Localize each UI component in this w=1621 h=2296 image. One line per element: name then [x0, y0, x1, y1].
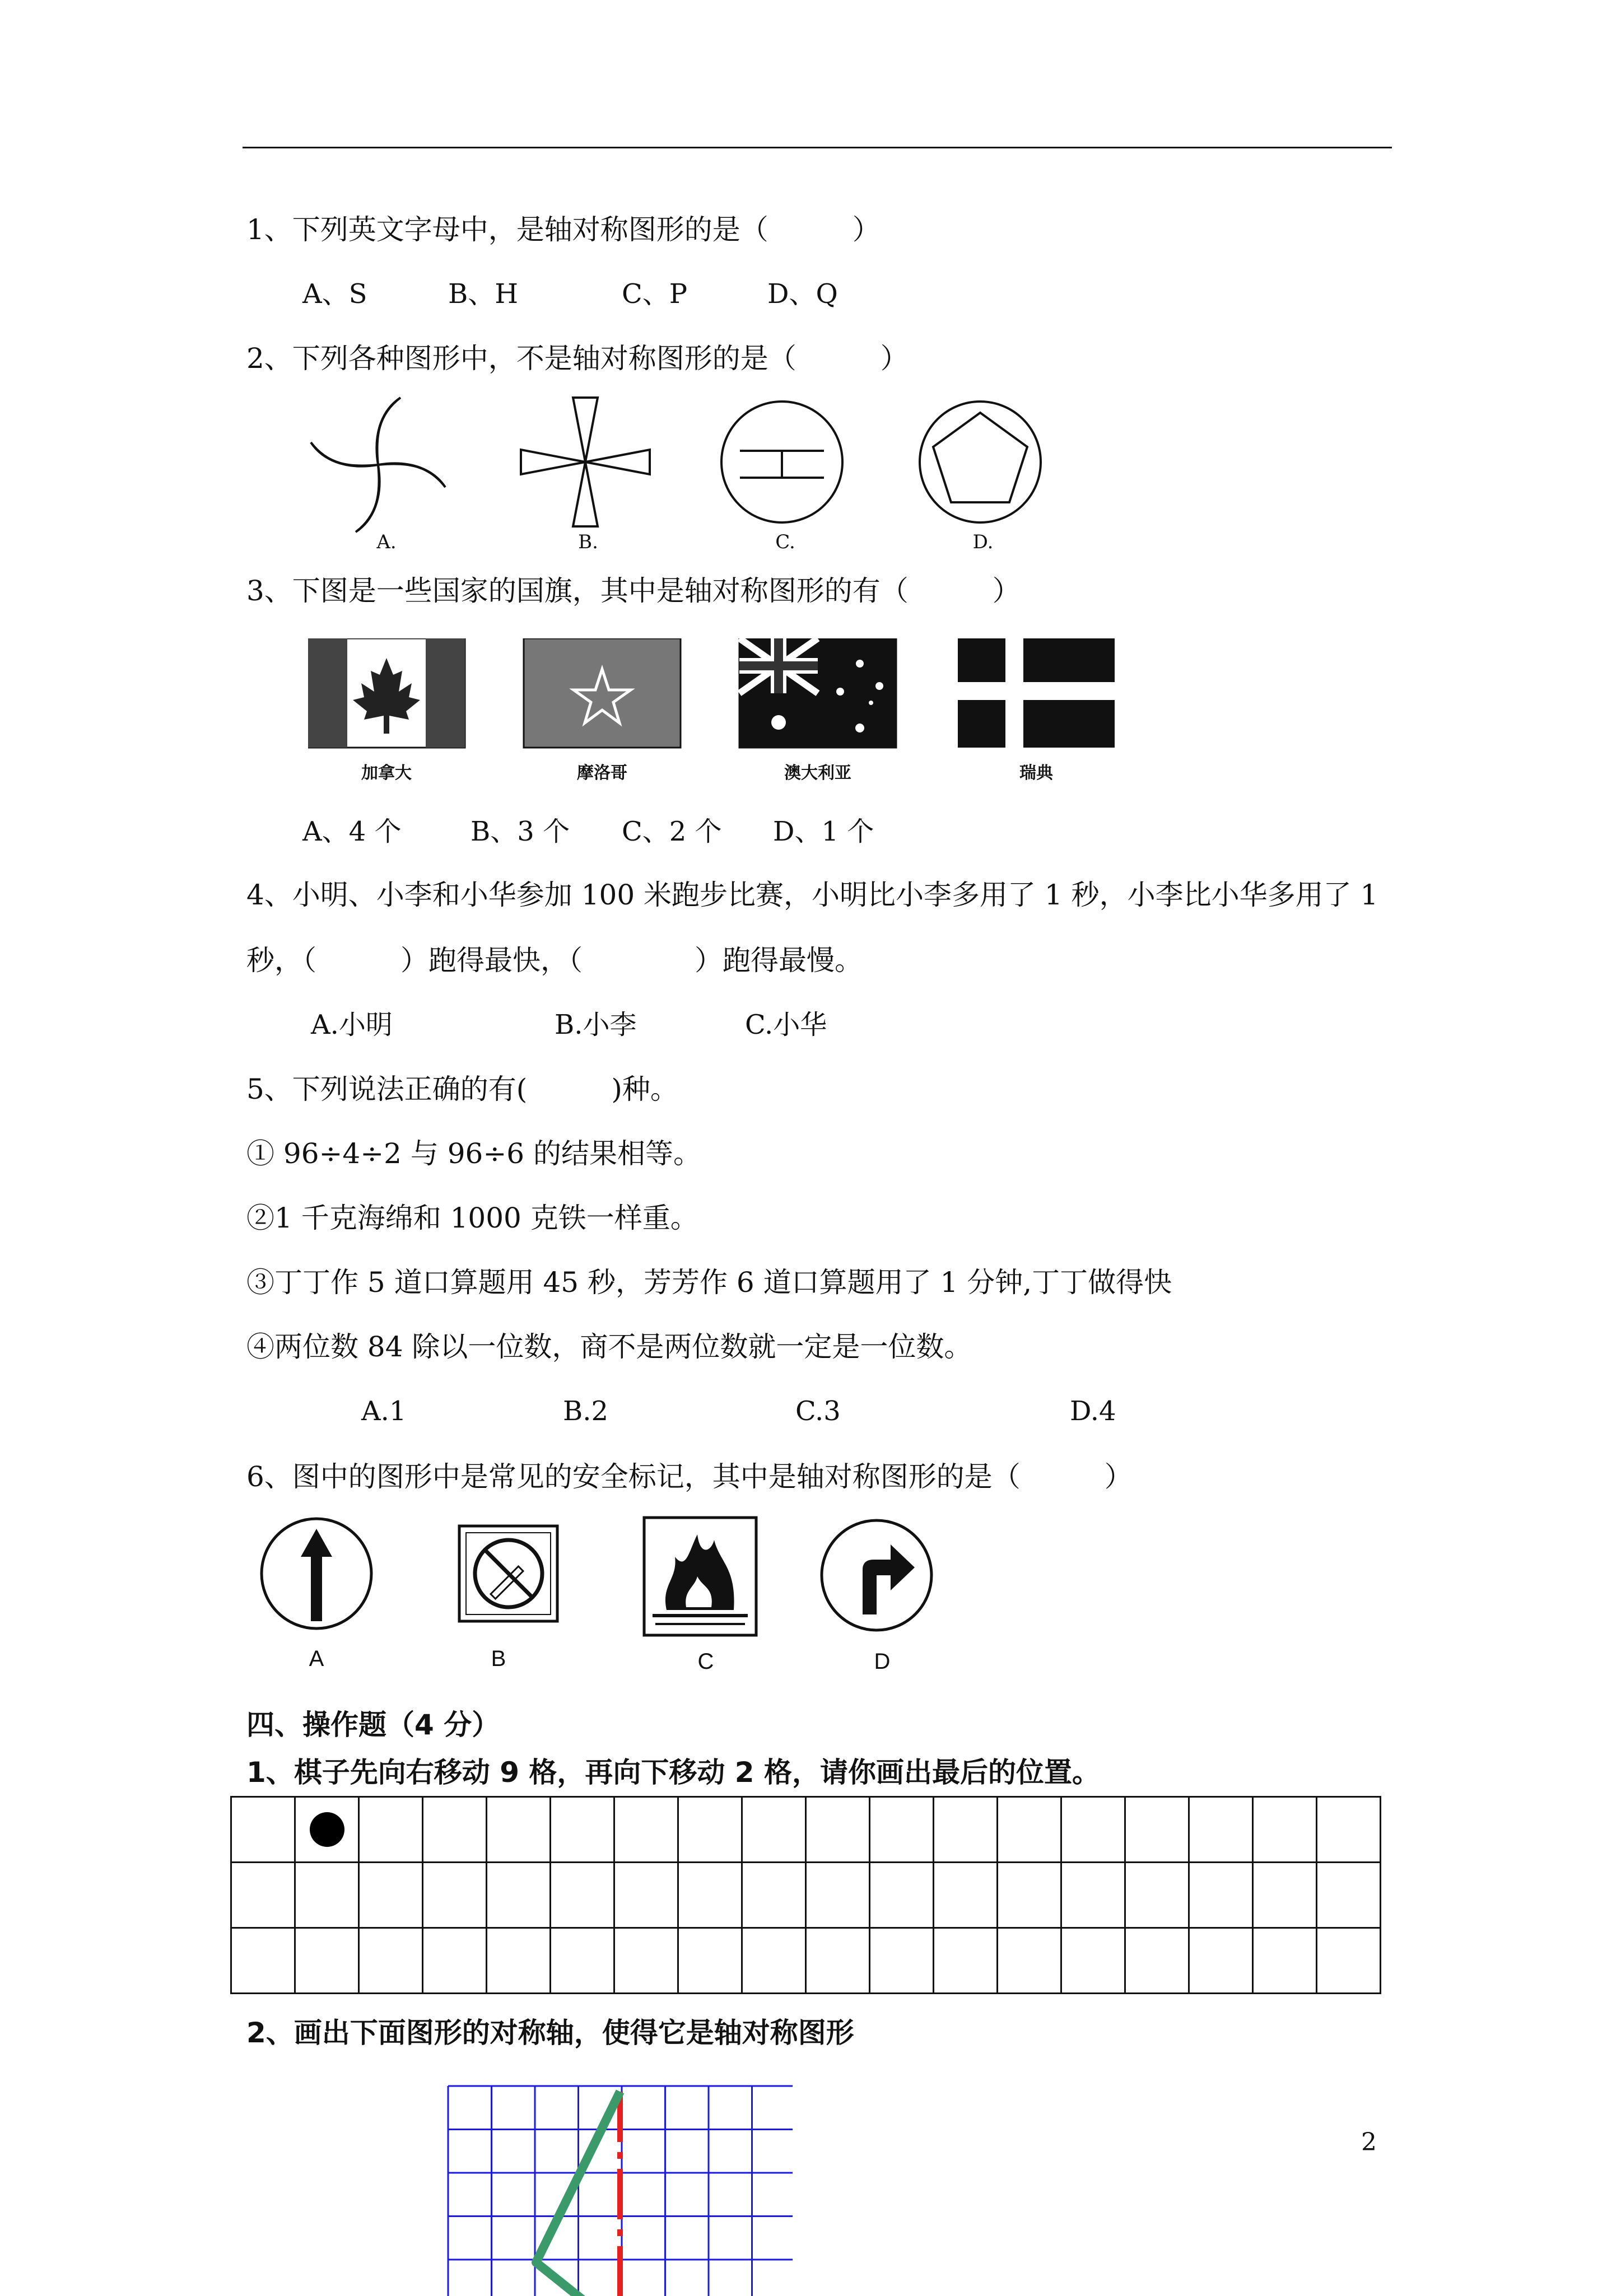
grid-cell[interactable] [998, 1797, 1061, 1863]
pentagon-in-circle-shape [920, 402, 1041, 522]
task-2-text: 2、画出下面图形的对称轴，使得它是轴对称图形 [246, 2017, 854, 2049]
grid-cell[interactable] [295, 1863, 359, 1928]
q3-option-d: D、1 个 [773, 816, 874, 847]
q3-option-b: B、3 个 [471, 816, 570, 847]
grid-cell[interactable] [231, 1797, 295, 1863]
grid-cell[interactable] [1253, 1863, 1317, 1928]
q6-label-b: B [491, 1646, 506, 1671]
q2-label-c: C. [775, 531, 795, 553]
grid-cell[interactable] [295, 1797, 359, 1863]
grid-cell[interactable] [678, 1928, 742, 1994]
grid-cell[interactable] [870, 1863, 934, 1928]
grid-cell[interactable] [487, 1797, 551, 1863]
grid-cell[interactable] [1189, 1797, 1253, 1863]
grid-cell[interactable] [423, 1928, 487, 1994]
grid-cell[interactable] [231, 1863, 295, 1928]
question-4-line-1: 4、小明、小李和小华参加 100 米跑步比赛，小明比小李多用了 1 秒，小李比小华多用了 1 [246, 879, 1378, 911]
q4-option-c: C.小华 [745, 1009, 827, 1040]
grid-cell[interactable] [934, 1863, 998, 1928]
grid-cell[interactable] [678, 1797, 742, 1863]
grid-cell[interactable] [1061, 1863, 1125, 1928]
grid-cell[interactable] [614, 1797, 678, 1863]
grid-cell[interactable] [934, 1928, 998, 1994]
morocco-flag [524, 638, 681, 748]
grid-row [231, 1928, 1381, 1994]
q2-label-a: A. [376, 531, 397, 553]
up-arrow-sign-icon [262, 1519, 371, 1628]
grid-cell[interactable] [806, 1797, 870, 1863]
grid-row [231, 1863, 1381, 1928]
q2-label-d: D. [972, 531, 994, 553]
grid-cell[interactable] [742, 1928, 806, 1994]
q5-statement-2: ②1 千克海绵和 1000 克铁一样重。 [246, 1202, 698, 1234]
q5-option-b: B.2 [563, 1396, 609, 1427]
q4-option-b: B.小李 [555, 1009, 637, 1040]
q1-option-a: A、S [302, 278, 367, 310]
grid-cell[interactable] [1317, 1863, 1381, 1928]
right-turn-arrow-sign-icon [822, 1520, 931, 1630]
grid-cell[interactable] [1061, 1797, 1125, 1863]
question-3: 3、下图是一些国家的国旗，其中是轴对称图形的有（ ） [246, 575, 1021, 607]
chess-grid[interactable] [230, 1796, 1381, 1994]
q6-safety-signs [246, 1506, 975, 1646]
q5-statement-3: ③丁丁作 5 道口算题用 45 秒，芳芳作 6 道口算题用了 1 分钟,丁丁做得快 [246, 1266, 1172, 1299]
q4-option-a: A.小明 [311, 1009, 393, 1040]
australia-flag [739, 638, 896, 748]
q5-statement-4: ④两位数 84 除以一位数，商不是两位数就一定是一位数。 [246, 1331, 972, 1363]
grid-cell[interactable] [487, 1928, 551, 1994]
grid-cell[interactable] [1317, 1928, 1381, 1994]
grid-cell[interactable] [551, 1928, 614, 1994]
task-1-text: 1、棋子先向右移动 9 格，再向下移动 2 格，请你画出最后的位置。 [246, 1756, 1100, 1789]
question-2: 2、下列各种图形中，不是轴对称图形的是（ ） [246, 342, 909, 375]
grid-cell[interactable] [295, 1928, 359, 1994]
section-4-title: 四、操作题（4 分） [246, 1709, 500, 1741]
flag-label-sweden: 瑞典 [1019, 763, 1053, 783]
grid-cell[interactable] [551, 1863, 614, 1928]
question-5: 5、下列说法正确的有( )种。 [246, 1073, 678, 1105]
grid-cell[interactable] [423, 1863, 487, 1928]
question-4-line-2: 秒，（ ）跑得最快，（ ）跑得最慢。 [246, 944, 863, 977]
q5-option-c: C.3 [795, 1396, 841, 1427]
symmetry-grid[interactable] [445, 2083, 793, 2296]
grid-row [231, 1797, 1381, 1863]
grid-cell[interactable] [1125, 1863, 1189, 1928]
header-rule [243, 147, 1392, 148]
grid-cell[interactable] [1061, 1928, 1125, 1994]
q2-label-b: B. [578, 531, 598, 553]
grid-cell[interactable] [359, 1928, 423, 1994]
page-number: 2 [1361, 2128, 1377, 2157]
q5-statement-1: ① 96÷4÷2 与 96÷6 的结果相等。 [246, 1137, 701, 1170]
chess-piece[interactable] [310, 1812, 344, 1847]
circle-with-bar-shape [721, 402, 842, 522]
flag-label-morocco: 摩洛哥 [577, 763, 627, 783]
grid-cell[interactable] [1189, 1863, 1253, 1928]
sweden-flag [958, 638, 1115, 748]
grid-cell[interactable] [551, 1797, 614, 1863]
grid-cell[interactable] [1253, 1928, 1317, 1994]
q1-option-b: B、H [448, 278, 519, 310]
canada-flag [308, 638, 465, 748]
grid-cell[interactable] [487, 1863, 551, 1928]
grid-cell[interactable] [742, 1863, 806, 1928]
grid-cell[interactable] [614, 1928, 678, 1994]
grid-cell[interactable] [231, 1928, 295, 1994]
grid-cell[interactable] [998, 1863, 1061, 1928]
q3-option-a: A、4 个 [302, 816, 402, 847]
cross-wedges-shape [521, 398, 650, 526]
q5-option-a: A.1 [361, 1396, 407, 1427]
grid-cell[interactable] [1125, 1928, 1189, 1994]
grid-cell[interactable] [359, 1797, 423, 1863]
grid-cell[interactable] [742, 1797, 806, 1863]
grid-cell[interactable] [1125, 1797, 1189, 1863]
flag-label-australia: 澳大利亚 [784, 763, 851, 783]
grid-cell[interactable] [423, 1797, 487, 1863]
no-smoking-sign-icon [459, 1526, 557, 1621]
q5-option-d: D.4 [1070, 1396, 1116, 1427]
fire-sign-icon [644, 1518, 756, 1635]
q6-label-c: C [697, 1649, 714, 1674]
flag-label-canada: 加拿大 [361, 763, 412, 783]
question-6: 6、图中的图形中是常见的安全标记，其中是轴对称图形的是（ ） [246, 1460, 1133, 1493]
q1-option-d: D、Q [767, 278, 838, 310]
grid-cell[interactable] [806, 1928, 870, 1994]
grid-cell[interactable] [614, 1863, 678, 1928]
q6-label-d: D [874, 1649, 891, 1674]
question-1: 1、下列英文字母中，是轴对称图形的是（ ） [246, 213, 881, 246]
grid-cell[interactable] [359, 1863, 423, 1928]
q3-option-c: C、2 个 [622, 816, 722, 847]
grid-cell[interactable] [1317, 1797, 1381, 1863]
grid-cell[interactable] [1253, 1797, 1317, 1863]
grid-cell[interactable] [998, 1928, 1061, 1994]
q1-option-c: C、P [622, 278, 688, 310]
grid-cell[interactable] [678, 1863, 742, 1928]
grid-cell[interactable] [870, 1797, 934, 1863]
q3-flags [308, 638, 1126, 762]
grid-cell[interactable] [806, 1863, 870, 1928]
grid-cell[interactable] [934, 1797, 998, 1863]
grid-cell[interactable] [1189, 1928, 1253, 1994]
grid-cell[interactable] [870, 1928, 934, 1994]
pinwheel-shape [311, 398, 445, 532]
q6-label-a: A [309, 1646, 324, 1671]
